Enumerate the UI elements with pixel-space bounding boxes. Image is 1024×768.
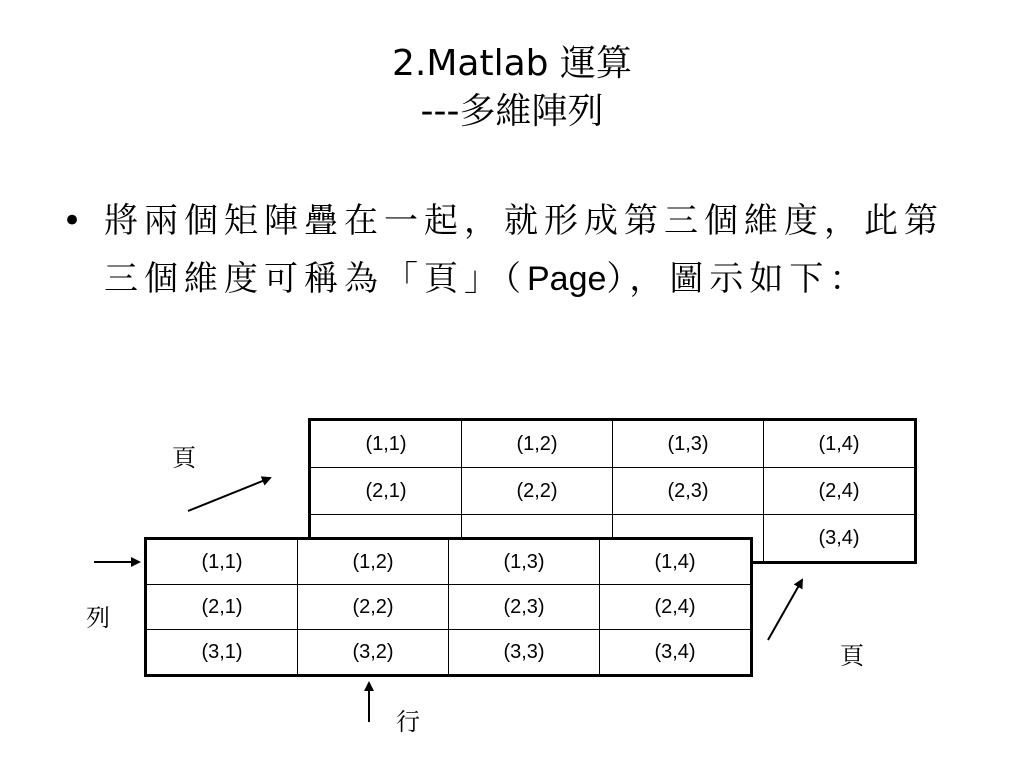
page-arrow-bottom-icon [768, 580, 802, 640]
table-cell: (1,3) [449, 539, 600, 585]
label-page-top: 頁 [172, 444, 196, 472]
table-cell: (1,2) [298, 539, 449, 585]
table-cell: (2,3) [449, 585, 600, 630]
table-cell: (2,1) [310, 468, 462, 515]
page-arrow-top-icon [188, 478, 270, 511]
bullet-text-latin: Page [527, 260, 607, 298]
table-cell: (1,1) [310, 420, 462, 468]
table-cell: (3,2) [298, 630, 449, 676]
bullet-text-part-2: ），圖示如下： [606, 259, 870, 299]
table-cell: (2,4) [764, 468, 916, 515]
label-row: 列 [86, 604, 110, 632]
title-line-1: 2.Matlab 運算 [392, 43, 632, 84]
table-cell: (2,3) [613, 468, 764, 515]
table-cell: (3,4) [764, 515, 916, 563]
table-cell: (2,2) [298, 585, 449, 630]
label-page-bottom: 頁 [840, 642, 864, 670]
bullet-icon: • [62, 201, 83, 241]
table-cell: (1,3) [613, 420, 764, 468]
label-column: 行 [396, 708, 420, 736]
title-line-2: ---多維陣列 [420, 91, 604, 132]
table-cell: (1,4) [600, 539, 752, 585]
table-cell: (3,4) [600, 630, 752, 676]
table-cell: (3,3) [449, 630, 600, 676]
table-cell: (2,4) [600, 585, 752, 630]
bullet-text-part-1: 將兩個矩陣疊在一起，就形成第三個維度，此第三個維度可稱為「頁」（ [104, 201, 944, 299]
table-cell: (1,2) [462, 420, 613, 468]
table-cell: (1,1) [146, 539, 298, 585]
table-cell: (2,1) [146, 585, 298, 630]
table-cell: (2,2) [462, 468, 613, 515]
table-cell: (1,4) [764, 420, 916, 468]
table-cell: (3,1) [146, 630, 298, 676]
